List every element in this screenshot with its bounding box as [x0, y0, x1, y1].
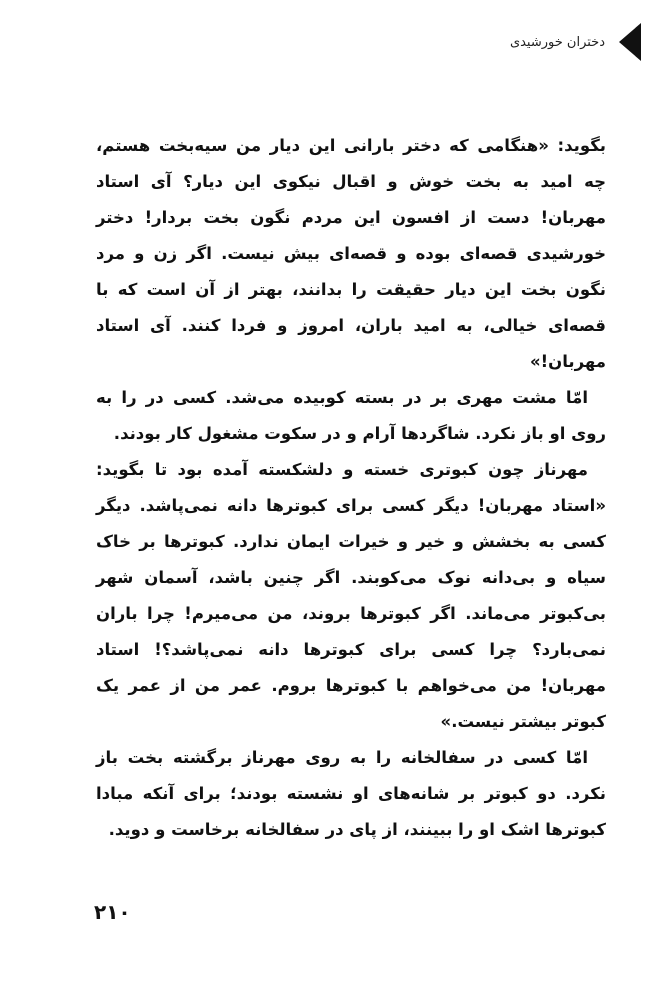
running-header: [510, 22, 641, 62]
paragraph-3: مهرناز چون کبوتری خسته و دلشکسته آمده بود تا بگوید: «استاد مهربان! دیگر کسی برای کبوترها دانه نمی‌پاشد. دیگر کسی به بخشش و خیر و خیرات ایمان ندارد. کبوترها بر خاک سیاه و بی‌دانه نوک می‌کوبند. اگر چنین باشد، آسمان شهر بی‌کبوتر می‌ماند. اگر کبوترها بروند، من می‌میرم! چرا باران نمی‌بارد؟ چرا کسی برای کبوترها دانه نمی‌پاشد؟! استاد مهربان! من می‌خواهم با کبوترها بروم. عمر من از عمر یک کبوتر بیشتر نیست.»: [96, 460, 606, 731]
page-body-text: [96, 128, 606, 848]
paragraph-2: امّا مشت مهری بر در بسته کوبیده می‌شد. کسی در را به روی او باز نکرد. شاگردها آرام و در سکوت مشغول کار بودند.: [96, 388, 606, 443]
paragraph-1: بگوید: «هنگامی که دختر بارانی این دیار من سیه‌بخت هستم، چه امید به بخت خوش و اقبال نیکوی این دیار؟ آی استاد مهربان! دست از افسون این مردم نگون بخت بردار! دختر خورشیدی قصه‌ای بوده و قصه‌ای بیش نیست. اگر زن و مرد نگون بخت این دیار حقیقت را بدانند، بهتر از آن است که با قصه‌ای خیالی، به امید باران، امروز و فردا کنند. آی استاد مهربان!»: [96, 136, 606, 371]
page-number: ۲۱۰: [94, 900, 131, 924]
running-header-title: دختران خورشیدی: [509, 34, 605, 50]
triangle-marker-icon: [619, 23, 641, 61]
paragraph-4: امّا کسی در سفالخانه را به روی مهرناز برگشته بخت باز نکرد. دو کبوتر بر شانه‌های او نشسته بودند؛ برای آنکه مبادا کبوترها اشک او را ببینند، از پای در سفالخانه برخاست و دوید.: [96, 748, 606, 839]
